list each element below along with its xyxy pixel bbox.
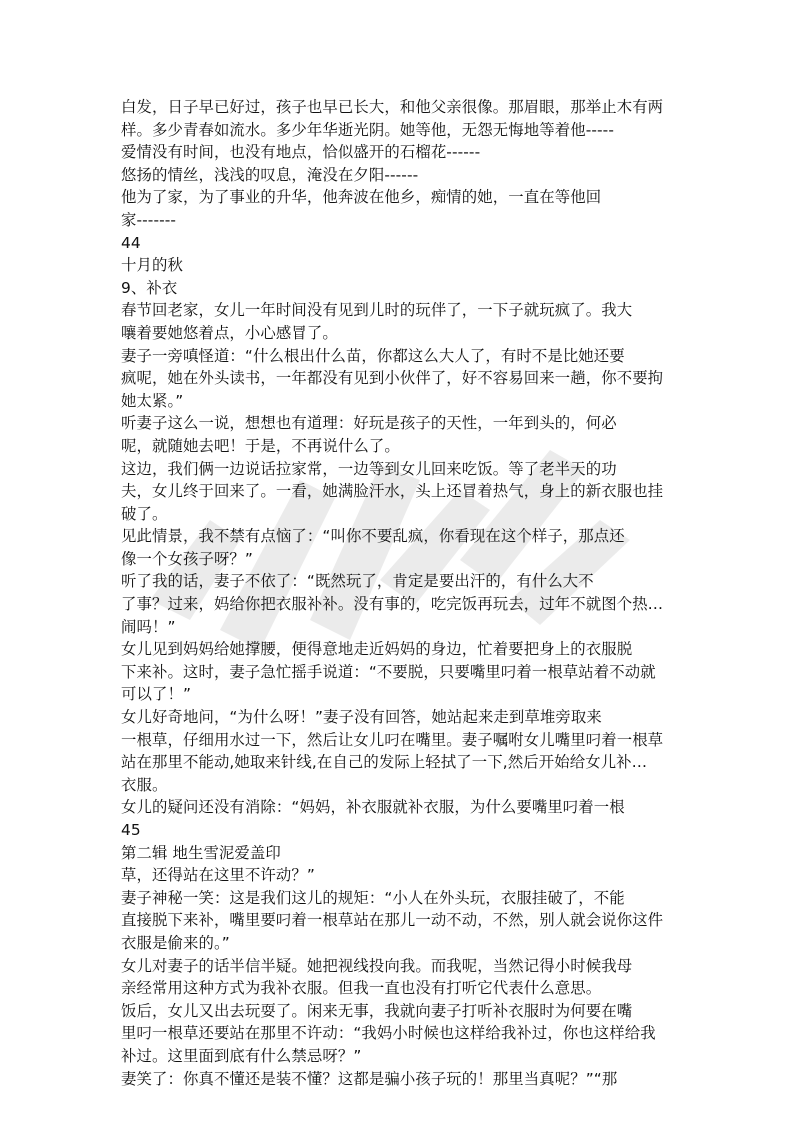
text-line: 悠扬的情丝，浅浅的叹息，淹没在夕阳------ xyxy=(121,165,419,184)
text-line: 妻子一旁嗔怪道：“什么根出什么苗，你都这么大人了，有时不是比她还要 xyxy=(121,346,625,365)
text-line: 样。多少青春如流水。多少年华逝光阴。她等他，无怨无悔地等着他----- xyxy=(121,120,614,139)
text-line: 他为了家，为了事业的升华，他奔波在他乡，痴情的她，一直在等他回 xyxy=(121,188,602,207)
text-line: 里叼一根草还要站在那里不许动：“我妈小时候也这样给我补过，你也这样给我 xyxy=(121,1024,656,1043)
text-line: 女儿对妻子的话半信半疑。她把视线投向我。而我呢，当然记得小时候我母 xyxy=(121,956,633,975)
text-line: 直接脱下来补，嘴里要叼着一根草站在那儿一动不动，不然，别人就会说你这件 xyxy=(121,911,664,930)
text-line: 补过。这里面到底有什么禁忌呀？” xyxy=(121,1046,362,1065)
text-line: 家------- xyxy=(121,210,177,229)
text-line: 可以了！” xyxy=(121,685,192,704)
text-line: 了事？过来，妈给你把衣服补补。没有事的，吃完饭再玩去，过年不就图个热… xyxy=(121,595,664,614)
text-line: 亲经常用这种方式为我补衣服。但我一直也没有打听它代表什么意思。 xyxy=(121,979,602,998)
text-line: 饭后，女儿又出去玩耍了。闲来无事，我就向妻子打听补衣服时为何要在嘴 xyxy=(121,1001,633,1020)
text-line: 站在那里不能动,她取来针线,在自己的发际上轻拭了一下,然后开始给女儿补… xyxy=(121,753,648,772)
text-line: 妻子神秘一笑：这是我们这儿的规矩：“小人在外头玩，衣服挂破了，不能 xyxy=(121,888,625,907)
text-line: 她太紧。” xyxy=(121,391,184,410)
text-line: 听了我的话，妻子不依了：“既然玩了，肯定是要出汗的，有什么大不 xyxy=(121,572,594,591)
text-line: 女儿见到妈妈给她撑腰，便得意地走近妈妈的身边，忙着要把身上的衣服脱 xyxy=(121,640,633,659)
text-line: 听妻子这么一说，想想也有道理：好玩是孩子的天性，一年到头的，何必 xyxy=(121,414,617,433)
document-text xyxy=(121,96,681,1090)
running-header: 第二辑 地生雪泥爱盖印 xyxy=(121,843,281,862)
text-line: 这边，我们俩一边说话拉家常，一边等到女儿回来吃饭。等了老半天的功 xyxy=(121,459,617,478)
text-line: 像一个女孩子呀？” xyxy=(121,549,253,568)
text-line: 下来补。这时，妻子急忙摇手说道：“不要脱，只要嘴里叼着一根草站着不动就 xyxy=(121,662,656,681)
text-line: 破了。 xyxy=(121,504,168,523)
text-line: 疯呢，她在外头读书，一年都没有见到小伙伴了，好不容易回来一趟，你不要拘 xyxy=(121,369,664,388)
text-line: 一根草，仔细用水过一下，然后让女儿叼在嘴里。妻子嘱咐女儿嘴里叼着一根草 xyxy=(121,730,664,749)
text-line: 春节回老家，女儿一年时间没有见到儿时的玩伴了，一下子就玩疯了。我大 xyxy=(121,301,633,320)
running-header: 十月的秋 xyxy=(121,256,183,275)
text-line: 见此情景，我不禁有点恼了：“叫你不要乱疯，你看现在这个样子，那点还 xyxy=(121,527,625,546)
page-number: 44 xyxy=(121,233,141,252)
text-line: 草，还得站在这里不许动？” xyxy=(121,866,315,885)
text-line: 白发，日子早已好过，孩子也早已长大，和他父亲很像。那眉眼，那举止木有两 xyxy=(121,98,664,116)
text-line: 夫，女儿终于回来了。一看，她满脸汗水，头上还冒着热气，身上的新衣服也挂 xyxy=(121,482,664,501)
text-line: 妻笑了：你真不懂还是装不懂？这都是骗小孩子玩的！那里当真呢？”“那 xyxy=(121,1069,618,1088)
text-line: 爱情没有时间，也没有地点，恰似盛开的石榴花------ xyxy=(121,143,481,162)
text-line: 衣服。 xyxy=(121,775,168,794)
text-line: 呢，就随她去吧！于是，不再说什么了。 xyxy=(121,436,400,455)
text-line: 闹吗！” xyxy=(121,617,176,636)
text-line: 衣服是偷来的。” xyxy=(121,933,230,952)
section-title: 9、补衣 xyxy=(121,278,178,297)
text-line: 嚷着要她悠着点，小心感冒了。 xyxy=(121,323,338,342)
page-number: 45 xyxy=(121,821,141,839)
text-line: 女儿的疑问还没有消除：“妈妈，补衣服就补衣服，为什么要嘴里叼着一根 xyxy=(121,798,625,817)
text-line: 女儿好奇地问，“为什么呀！”妻子没有回答，她站起来走到草堆旁取来 xyxy=(121,708,602,727)
